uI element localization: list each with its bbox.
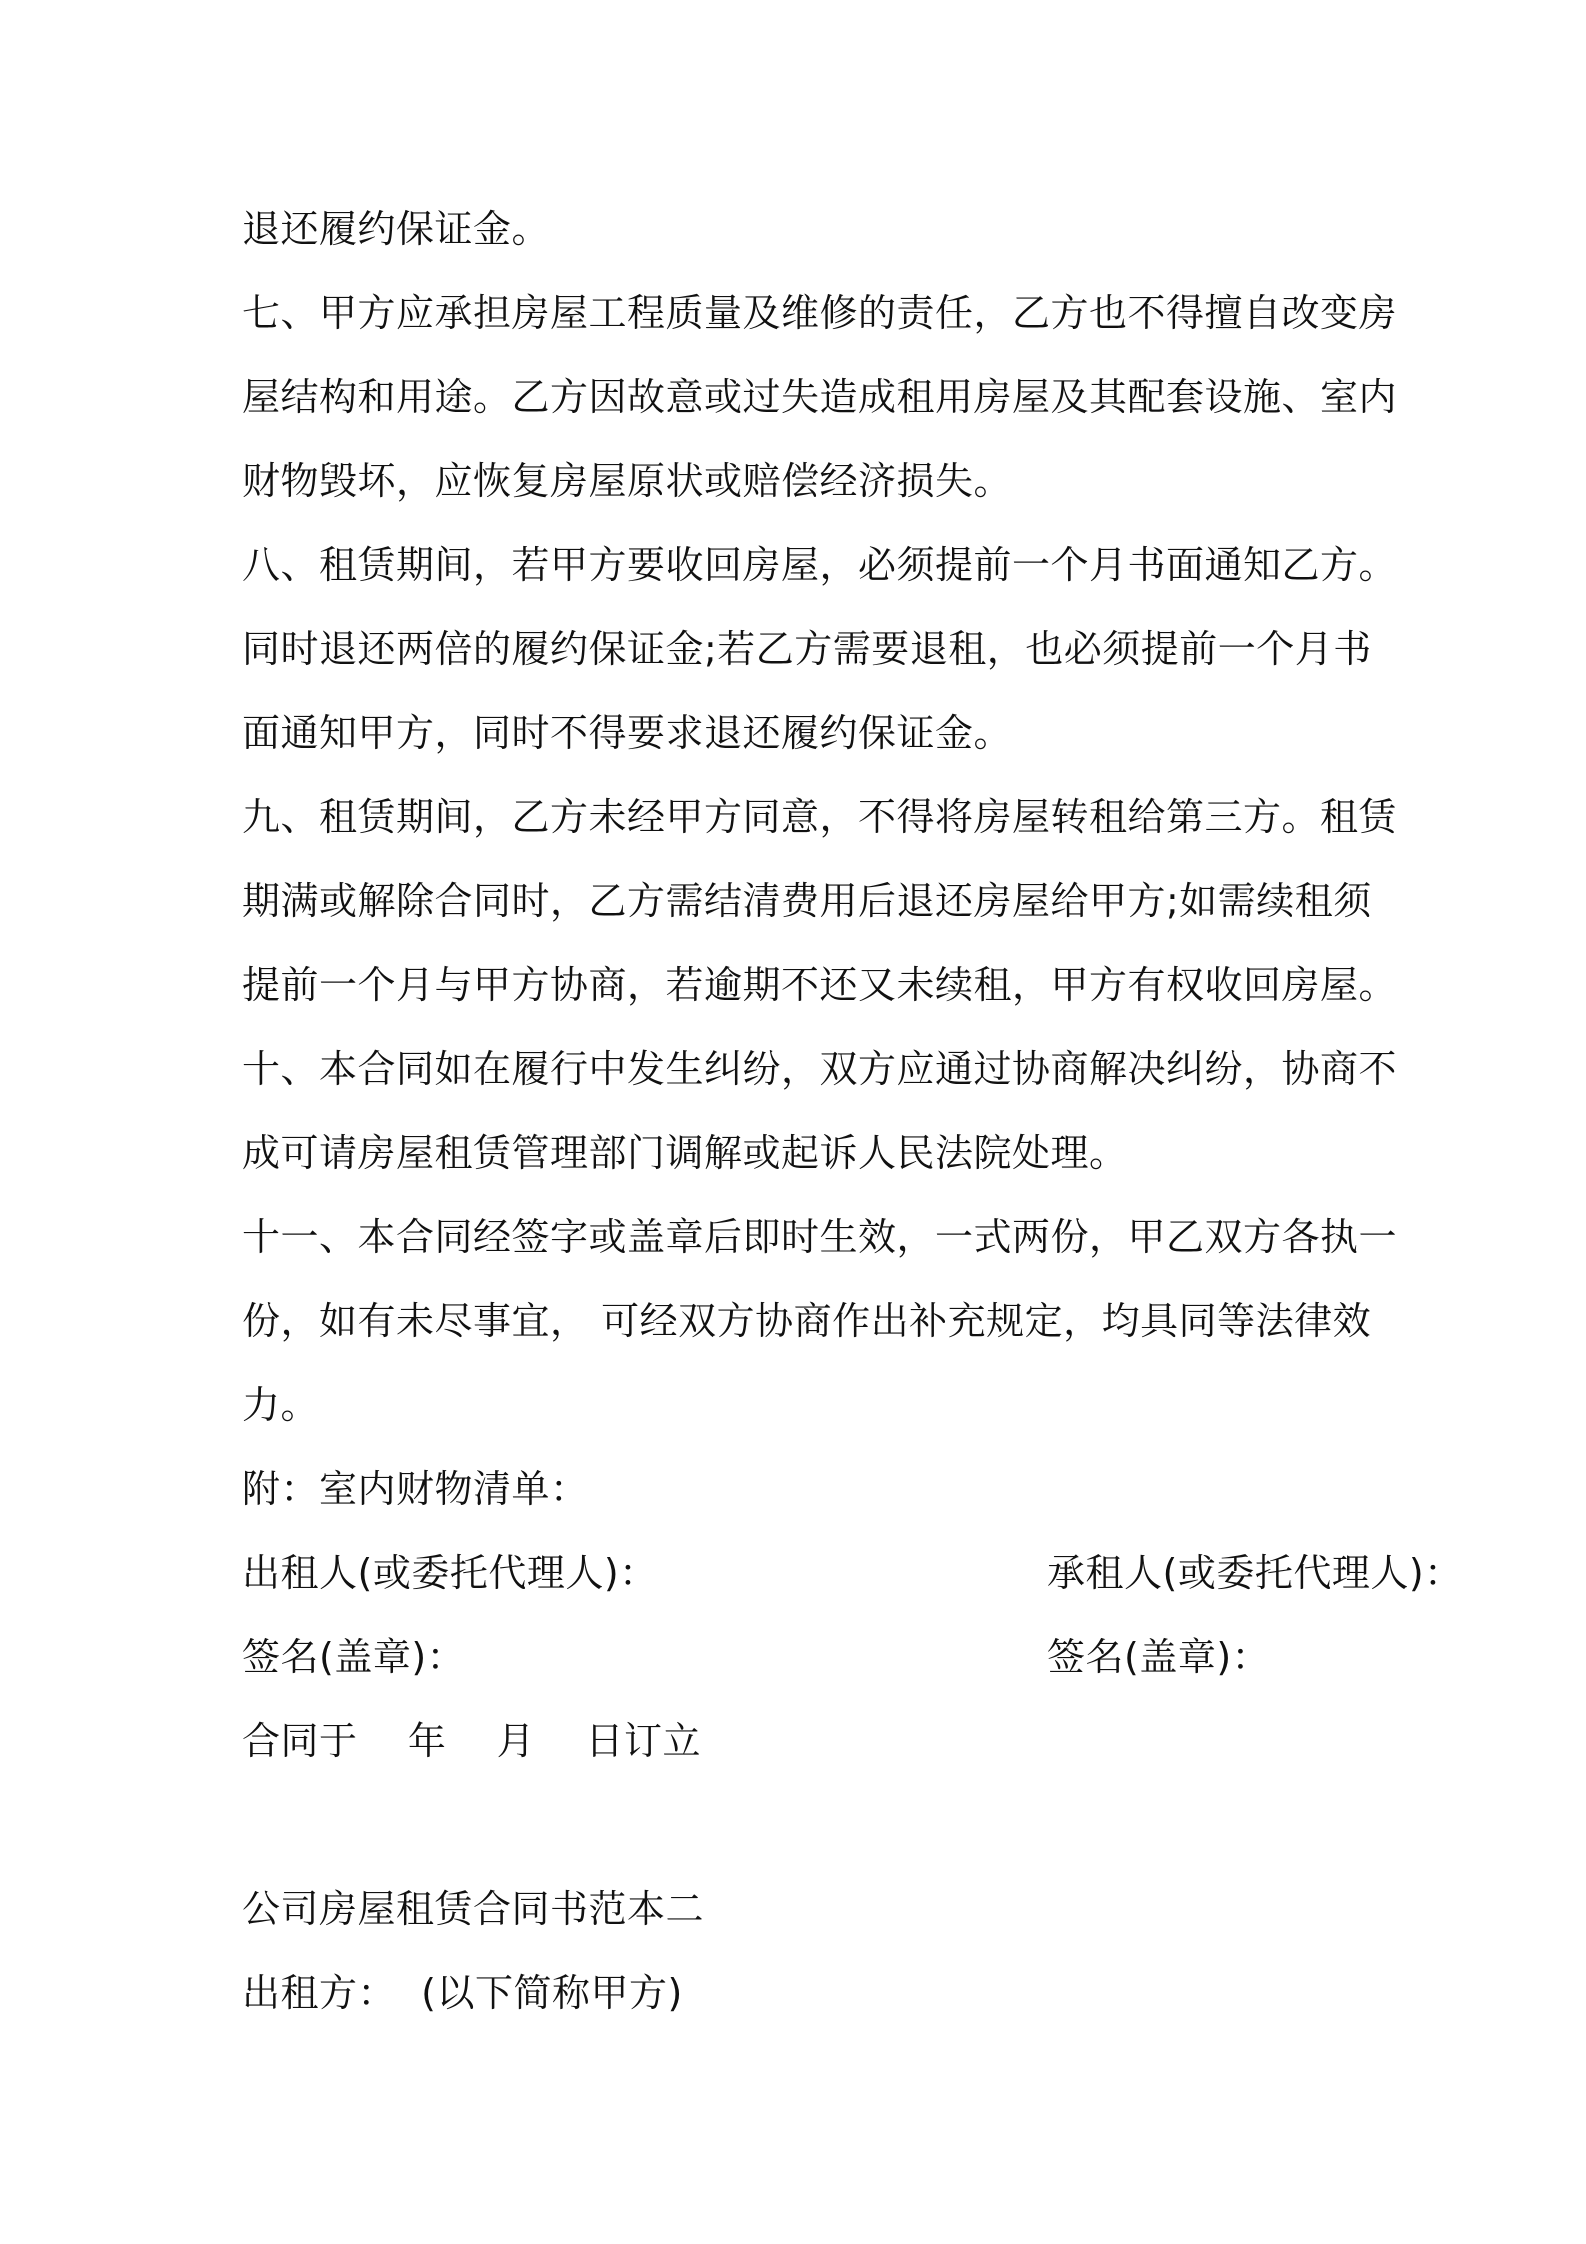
next-contract-title: 公司房屋租赁合同书范本二 [242,1887,705,1931]
signature-parties-row [242,1548,1463,1598]
clause-11-line-3: 力。 [242,1383,320,1427]
clause-7-line-1: 七、甲方应承担房屋工程质量及维修的责任，乙方也不得擅自改变房 [242,291,1398,335]
signature-sign-row [242,1632,1362,1682]
next-contract-party: 出租方： (以下简称甲方) [242,1971,683,2015]
clause-9-line-1: 九、租赁期间，乙方未经甲方同意，不得将房屋转租给第三方。租赁 [242,795,1398,839]
clause-10-line-2: 成可请房屋租赁管理部门调解或起诉人民法院处理。 [242,1131,1128,1175]
lessee-signature: 签名(盖章)： [1047,1635,1271,1679]
date-line: 合同于 年 月 日订立 [242,1719,701,1763]
lessor-signature: 签名(盖章)： [242,1635,466,1679]
clause-9-line-2: 期满或解除合同时，乙方需结清费用后退还房屋给甲方;如需续租须 [242,879,1372,923]
lessee-label: 承租人(或委托代理人)： [1047,1551,1463,1595]
clause-8-line-3: 面通知甲方，同时不得要求退还履约保证金。 [242,711,1013,755]
clause-7-line-2: 屋结构和用途。乙方因故意或过失造成租用房屋及其配套设施、室内 [242,375,1398,419]
clause-10-line-1: 十、本合同如在履行中发生纠纷，双方应通过协商解决纠纷，协商不 [242,1047,1398,1091]
lessor-label: 出租人(或委托代理人)： [242,1551,658,1595]
clause-11-line-1: 十一、本合同经签字或盖章后即时生效，一式两份，甲乙双方各执一 [242,1215,1398,1259]
appendix-line: 附：室内财物清单： [242,1467,589,1511]
clause-7-line-3: 财物毁坏，应恢复房屋原状或赔偿经济损失。 [242,459,1013,503]
clause-11-line-2: 份，如有未尽事宜， 可经双方协商作出补充规定，均具同等法律效 [242,1299,1372,1343]
clause-8-line-2: 同时退还两倍的履约保证金;若乙方需要退租，也必须提前一个月书 [242,627,1372,671]
text-line: 退还履约保证金。 [242,207,551,251]
clause-9-line-3: 提前一个月与甲方协商，若逾期不还又未续租，甲方有权收回房屋。 [242,963,1398,1007]
clause-8-line-1: 八、租赁期间，若甲方要收回房屋，必须提前一个月书面通知乙方。 [242,543,1398,587]
